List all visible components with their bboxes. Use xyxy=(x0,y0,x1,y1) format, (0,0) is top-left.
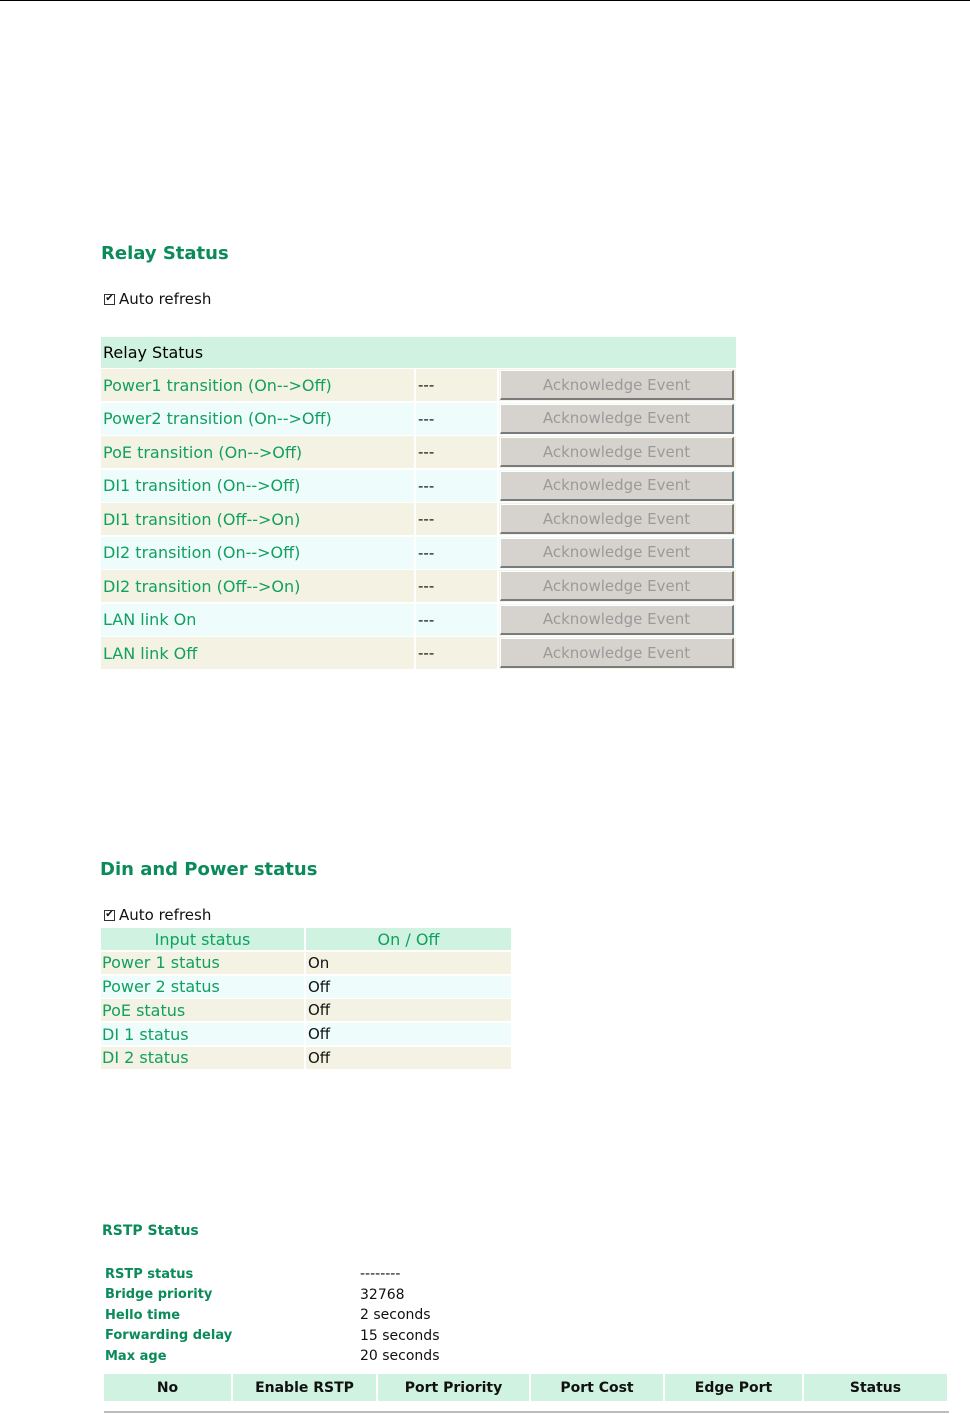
relay-row xyxy=(101,570,736,604)
acknowledge-event-button[interactable]: Acknowledge Event xyxy=(500,437,734,467)
relay-event-label: Power2 transition (On-->Off) xyxy=(101,403,414,435)
relay-row xyxy=(101,637,736,671)
rstp-field-label: Bridge priority xyxy=(105,1287,213,1303)
relay-action-cell xyxy=(499,436,736,468)
din-section-title: Din and Power status xyxy=(100,859,318,880)
acknowledge-event-button[interactable]: Acknowledge Event xyxy=(500,638,734,668)
rstp-field xyxy=(105,1326,440,1347)
din-auto-refresh[interactable] xyxy=(104,906,211,924)
rstp-field-label: Forwarding delay xyxy=(105,1328,233,1344)
din-table-header xyxy=(101,928,511,952)
relay-auto-refresh-label: Auto refresh xyxy=(119,290,212,308)
din-row xyxy=(101,952,511,976)
din-state-value: On xyxy=(306,952,511,974)
rstp-port-table xyxy=(104,1374,949,1401)
rstp-section-title: RSTP Status xyxy=(102,1223,199,1239)
port-column-header: No xyxy=(104,1374,231,1401)
din-input-label: Power 2 status xyxy=(101,976,304,998)
din-auto-refresh-label: Auto refresh xyxy=(119,906,212,924)
rstp-info-list xyxy=(105,1264,440,1367)
relay-event-label: Power1 transition (On-->Off) xyxy=(101,369,414,401)
relay-row xyxy=(101,403,736,437)
relay-status-table xyxy=(101,337,736,671)
acknowledge-event-button[interactable]: Acknowledge Event xyxy=(500,538,734,568)
relay-event-value: --- xyxy=(416,537,497,569)
din-state-value: Off xyxy=(306,976,511,998)
port-column-header: Edge Port xyxy=(665,1374,802,1401)
rstp-field xyxy=(105,1346,440,1367)
relay-event-value: --- xyxy=(416,470,497,502)
acknowledge-event-button[interactable]: Acknowledge Event xyxy=(500,471,734,501)
relay-action-cell xyxy=(499,637,736,669)
rstp-field-label: RSTP status xyxy=(105,1266,194,1282)
relay-event-value: --- xyxy=(416,570,497,602)
din-row xyxy=(101,1047,511,1071)
rstp-field-value: 20 seconds xyxy=(360,1348,440,1365)
relay-event-value: --- xyxy=(416,403,497,435)
relay-row xyxy=(101,537,736,571)
din-row xyxy=(101,1023,511,1047)
relay-event-label: DI1 transition (Off-->On) xyxy=(101,503,414,535)
port-column-header: Port Cost xyxy=(531,1374,663,1401)
relay-event-label: DI1 transition (On-->Off) xyxy=(101,470,414,502)
relay-table-header: Relay Status xyxy=(101,337,736,368)
din-row xyxy=(101,976,511,1000)
rstp-field-value: 2 seconds xyxy=(360,1307,431,1324)
din-power-table xyxy=(101,928,511,1071)
relay-event-value: --- xyxy=(416,436,497,468)
relay-event-label: LAN link On xyxy=(101,604,414,636)
top-rule xyxy=(0,0,970,1)
port-column-header: Status xyxy=(804,1374,947,1401)
relay-event-label: PoE transition (On-->Off) xyxy=(101,436,414,468)
relay-action-cell xyxy=(499,604,736,636)
acknowledge-event-button[interactable]: Acknowledge Event xyxy=(500,404,734,434)
din-input-label: PoE status xyxy=(101,999,304,1021)
rstp-field-label: Max age xyxy=(105,1348,167,1364)
din-input-label: Power 1 status xyxy=(101,952,304,974)
relay-event-value: --- xyxy=(416,604,497,636)
relay-auto-refresh-checkbox[interactable]: ✔ xyxy=(105,293,114,304)
rstp-field xyxy=(105,1264,440,1285)
relay-action-cell xyxy=(499,369,736,401)
rstp-field-value: 15 seconds xyxy=(360,1327,440,1344)
port-table-rule xyxy=(104,1411,949,1413)
rstp-field xyxy=(105,1305,440,1326)
din-state-value: Off xyxy=(306,1047,511,1069)
din-state-value: Off xyxy=(306,1023,511,1045)
relay-event-value: --- xyxy=(416,503,497,535)
relay-row xyxy=(101,470,736,504)
relay-action-cell xyxy=(499,570,736,602)
relay-row xyxy=(101,369,736,403)
port-column-header: Enable RSTP xyxy=(233,1374,376,1401)
relay-row xyxy=(101,436,736,470)
relay-event-value: --- xyxy=(416,369,497,401)
rstp-field-label: Hello time xyxy=(105,1307,181,1323)
din-state-value: Off xyxy=(306,999,511,1021)
port-column-header: Port Priority xyxy=(378,1374,529,1401)
header-on-off: On / Off xyxy=(306,928,511,950)
relay-row xyxy=(101,604,736,638)
relay-action-cell xyxy=(499,503,736,535)
acknowledge-event-button[interactable]: Acknowledge Event xyxy=(500,605,734,635)
rstp-field xyxy=(105,1285,440,1306)
relay-action-cell xyxy=(499,537,736,569)
port-table-header xyxy=(104,1374,949,1401)
acknowledge-event-button[interactable]: Acknowledge Event xyxy=(500,504,734,534)
din-row xyxy=(101,999,511,1023)
relay-action-cell xyxy=(499,470,736,502)
din-input-label: DI 1 status xyxy=(101,1023,304,1045)
rstp-field-value: 32768 xyxy=(360,1286,405,1303)
relay-section-title: Relay Status xyxy=(101,243,229,264)
relay-event-label: LAN link Off xyxy=(101,637,414,669)
relay-event-label: DI2 transition (On-->Off) xyxy=(101,537,414,569)
header-input-status: Input status xyxy=(101,928,304,950)
din-input-label: DI 2 status xyxy=(101,1047,304,1069)
relay-row xyxy=(101,503,736,537)
acknowledge-event-button[interactable]: Acknowledge Event xyxy=(500,370,734,400)
relay-event-value: --- xyxy=(416,637,497,669)
relay-auto-refresh[interactable] xyxy=(104,290,211,308)
acknowledge-event-button[interactable]: Acknowledge Event xyxy=(500,571,734,601)
relay-event-label: DI2 transition (Off-->On) xyxy=(101,570,414,602)
relay-action-cell xyxy=(499,403,736,435)
din-auto-refresh-checkbox[interactable]: ✔ xyxy=(105,909,114,920)
rstp-field-value: -------- xyxy=(360,1266,401,1283)
